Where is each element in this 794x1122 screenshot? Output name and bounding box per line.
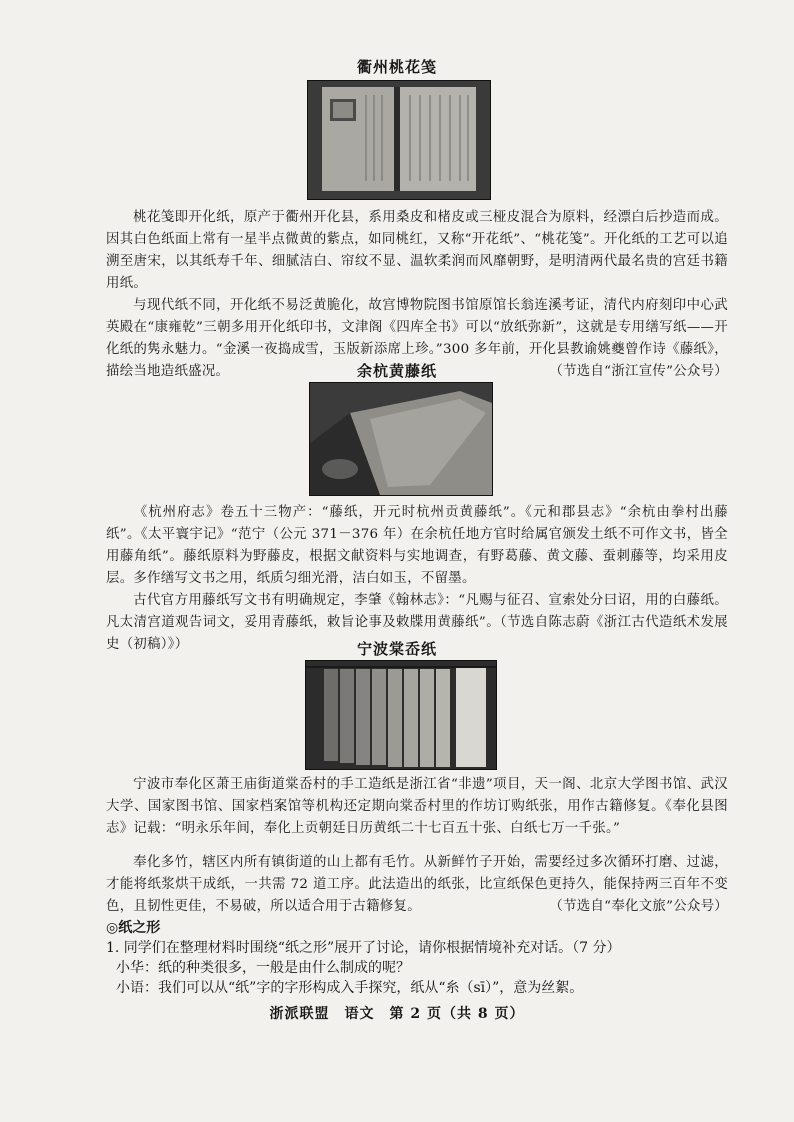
source-note: （节选自“奉化文旅”公众号） (549, 899, 728, 914)
photo-vine-paper (309, 382, 493, 496)
question-1: 1. 同学们在整理材料时围绕“纸之形”展开了讨论，请你根据情境补充对话。（7 分） (106, 940, 621, 956)
paragraph-text: 古代官方用藤纸写文书有明确规定，李肇《翰林志》：“凡赐与征召、宣索处分曰诏，用的白藤纸。凡太清宫道观告词文，妥用青藤纸，敕旨论事及敕牒用黄藤纸”。（节选自陈志蔚《浙江古代造纸术发展史（初稿）》） (106, 593, 728, 652)
section-title-quzhou: 衢州桃花笺 (356, 58, 437, 76)
section-title-ningbo: 宁波棠岙纸 (356, 640, 437, 658)
photo-hanging-paper (305, 660, 497, 770)
paragraph-text: 奉化多竹，辖区内所有镇街道的山上都有毛竹。从新鲜竹子开始，需要经过多次循环打磨、过滤，才能将纸浆烘干成纸，一共需 72 道工序。此法造出的纸张，比宣纸保色更持久，能保持两三百年不变色，且韧性更佳，不易破，所以适合用于古籍修复。 (106, 855, 728, 914)
paragraph-text: 桃花笺即开化纸，原产于衢州开化县，系用桑皮和楮皮或三桠皮混合为原料，经漂白后抄造而成。因其白色纸面上常有一星半点微黄的紫点，如同桃红，又称“开花纸”、“桃花笺”。开化纸的工艺可以追溯至唐宋，以其纸寿千年、细腻洁白、帘纹不显、温软柔润而风靡朝野，是明清两代最名贵的宫廷书籍用纸。 (106, 210, 728, 291)
paragraph-text: 宁波市奉化区萧王庙街道棠岙村的手工造纸是浙江省“非遗”项目，天一阁、北京大学图书馆、武汉大学、国家图书馆、国家档案馆等机构还定期向棠岙村里的作坊订购纸张，用作古籍修复。《奉化县图志》记载：“明永乐年间，奉化上贡朝廷日历黄纸二十七百五十张、白纸七万一千张。” (106, 777, 728, 836)
page-footer: 浙派联盟 语文 第 2 页（共 8 页） (269, 1006, 525, 1022)
paragraph-ningbo-1 (106, 774, 728, 840)
section-heading-zhi-zhi-xing: ◎纸之形 (106, 920, 161, 936)
paragraph-ningbo-2 (106, 852, 728, 918)
dialogue-line-xiaoyu: 小语：我们可以从“纸”字的字形构成入手探究，纸从“糸（sī）”，意为丝絮。 (116, 980, 584, 996)
dialogue-line-xiaohua: 小华：纸的种类很多，一般是由什么制成的呢？ (116, 960, 410, 976)
photo-kaihua-book (307, 80, 491, 200)
paragraph-quzhou-1 (106, 207, 728, 295)
paragraph-yuhang-1 (106, 502, 728, 590)
section-title-yuhang: 余杭黄藤纸 (356, 362, 437, 380)
source-note: （节选自“浙江宣传”公众号） (549, 364, 728, 379)
paragraph-text: 与现代纸不同，开化纸不易泛黄脆化，故宫博物院图书馆原馆长翁连溪考证，清代内府刻印中心武英殿在“康雍乾”三朝多用开化纸印书，文津阁《四库全书》可以“放纸弥新”，这就是专用缮写纸——开化纸的隽永魅力。“金溪一夜捣成雪，玉版新添席上珍。”300 多年前，开化县教谕姚夔曾作诗《藤纸》，描绘当地造纸盛况。 (106, 298, 728, 379)
paragraph-text: 《杭州府志》卷五十三物产：“藤纸，开元时杭州贡黄藤纸”。《元和郡县志》“余杭由拳村出藤纸”。《太平寰宇记》“范宁（公元 371－376 年）在余杭任地方官时给属官颁发土纸不可作文书，皆全用藤角纸”。藤纸原料为野藤皮，根据文献资料与实地调查，有野葛藤、黄文藤、蚕刺藤等，均采用皮层。多作缮写文书之用，纸质匀细光滑，洁白如玉，不留墨。 (106, 505, 728, 586)
